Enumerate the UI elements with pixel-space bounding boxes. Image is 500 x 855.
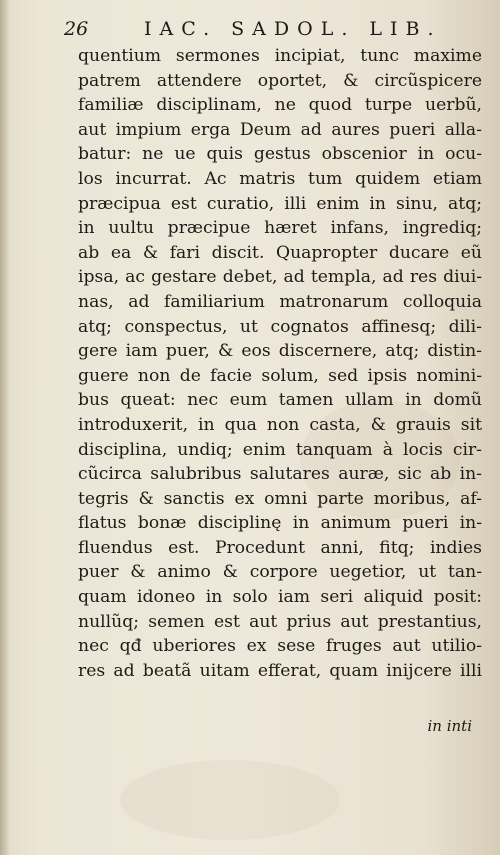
catchword: in inti <box>427 717 472 735</box>
text-line: atq; conspectus, ut cognatos affinesq; dili- <box>78 316 482 337</box>
text-line: in uultu præcipue hæret infans, ingrediq; <box>78 218 482 239</box>
text-line: nas, ad familiarium matronarum colloquia <box>78 291 482 312</box>
text-line: quentium sermones incipiat, tunc maxime <box>78 46 482 66</box>
body-text <box>78 44 482 683</box>
text-line: cũcirca salubribus salutares auræ, sic ab in- <box>78 464 482 485</box>
text-line: los incurrat. Ac matris tum quidem etiam <box>78 168 482 189</box>
paper-stain <box>120 760 340 840</box>
running-head: IAC. SADOL. LIB. <box>144 18 442 40</box>
text-line: ipsa, ac gestare debet, ad templa, ad res diui- <box>78 267 482 288</box>
text-line: tegris & sanctis ex omni parte moribus, af- <box>78 488 482 509</box>
page-number: 26 <box>64 18 89 40</box>
text-line: fluendus est. Procedunt anni, fitq; indies <box>78 537 482 558</box>
text-line: nullũq; semen est aut prius aut prestantius, <box>78 611 482 632</box>
text-line: guere non de facie solum, sed ipsis nomini- <box>78 365 482 386</box>
text-line: gere iam puer, & eos discernere, atq; distin- <box>78 341 482 362</box>
text-line: disciplina, undiq; enim tanquam à locis cir- <box>78 439 482 460</box>
text-line: ab ea & fari discit. Quapropter ducare eũ <box>78 242 482 263</box>
text-line: præcipua est curatio, illi enim in sinu, atq; <box>78 193 482 214</box>
text-line: patrem attendere oportet, & circũspicere <box>78 70 482 91</box>
text-line: puer & animo & corpore uegetior, ut tan- <box>78 562 482 583</box>
page-gutter-shadow <box>0 0 10 855</box>
text-line: aut impium erga Deum ad aures pueri alla- <box>78 119 482 140</box>
text-line: quam idoneo in solo iam seri aliquid posit: <box>78 587 482 608</box>
text-line: flatus bonæ disciplinę in animum pueri in- <box>78 513 482 534</box>
text-line: bus queat: nec eum tamen ullam in domũ <box>78 390 482 411</box>
text-line: batur: ne ue quis gestus obscenior in ocu- <box>78 144 482 165</box>
text-line: nec qđ uberiores ex sese fruges aut utilio- <box>78 636 482 657</box>
text-line: introduxerit, in qua non casta, & grauis sit <box>78 414 482 435</box>
text-line: res ad beatã uitam efferat, quam inijcere illi <box>78 660 482 681</box>
page-header <box>64 16 464 46</box>
text-line: familiæ disciplinam, ne quod turpe uerbũ, <box>78 95 482 116</box>
